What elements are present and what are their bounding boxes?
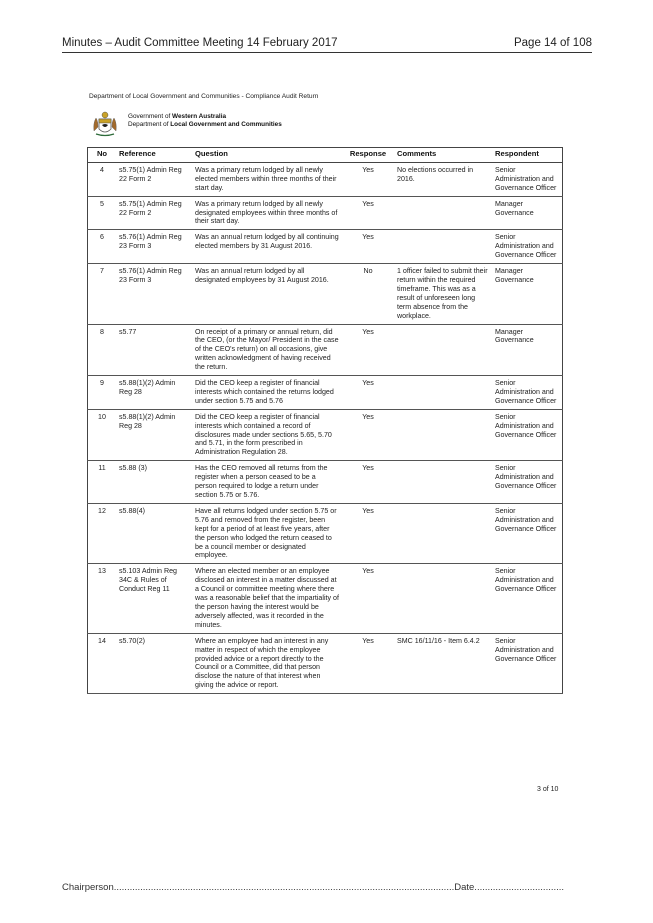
cell-respondent: Senior Administration and Governance Officer — [492, 162, 563, 196]
cell-question: On receipt of a primary or annual return, did the CEO, (or the Mayor/ President in the case of the CEO's return) on all occasions, give written acknowledgment of having received the return. — [192, 324, 342, 376]
cell-no: 6 — [88, 230, 117, 264]
cell-comments — [394, 409, 492, 461]
compliance-table — [87, 147, 563, 694]
header-question: Question — [192, 148, 342, 163]
cell-question: Was an annual return lodged by all continuing elected members by 31 August 2016. — [192, 230, 342, 264]
cell-respondent: Manager Governance — [492, 196, 563, 230]
header-no: No — [88, 148, 117, 163]
cell-reference: s5.75(1) Admin Reg 22 Form 2 — [116, 162, 192, 196]
table-row — [88, 564, 563, 633]
cell-question: Has the CEO removed all returns from the register when a person ceased to be a person required to lodge a return under section 5.75 or 5.76. — [192, 461, 342, 504]
cell-comments — [394, 461, 492, 504]
table-row — [88, 461, 563, 504]
page-indicator: Page 14 of 108 — [513, 37, 592, 49]
cell-respondent: Senior Administration and Governance Officer — [492, 633, 563, 693]
page-header — [62, 37, 592, 53]
table-row — [88, 264, 563, 324]
cell-response: No — [342, 264, 394, 324]
govt-state-name: Western Australia — [172, 113, 227, 120]
table-row — [88, 376, 563, 410]
cell-response: Yes — [342, 409, 394, 461]
document-page-number: 3 of 10 — [537, 786, 559, 793]
cell-question: Was an annual return lodged by all designated employees by 31 August 2016. — [192, 264, 342, 324]
header-respondent: Respondent — [492, 148, 563, 163]
cell-no: 14 — [88, 633, 117, 693]
cell-respondent: Manager Governance — [492, 324, 563, 376]
cell-no: 13 — [88, 564, 117, 633]
cell-comments: SMC 16/11/16 - Item 6.4.2 — [394, 633, 492, 693]
cell-response: Yes — [342, 162, 394, 196]
cell-question: Where an elected member or an employee disclosed an interest in a matter discussed at a Council or committee meeting where there was a reasonable belief that the impartiality of the person having the interest would be adversely affected, was it recorded in the minutes. — [192, 564, 342, 633]
cell-reference: s5.103 Admin Reg 34C & Rules of Conduct Reg 11 — [116, 564, 192, 633]
cell-reference: s5.76(1) Admin Reg 23 Form 3 — [116, 230, 192, 264]
cell-comments: 1 officer failed to submit their return within the required timeframe. This was as a result of unforeseen long term absence from the workplace. — [394, 264, 492, 324]
cell-respondent: Manager Governance — [492, 264, 563, 324]
cell-reference: s5.75(1) Admin Reg 22 Form 2 — [116, 196, 192, 230]
cell-question: Have all returns lodged under section 5.75 or 5.76 and removed from the register, been kept for a period of at least five years, after the person who lodged the return ceased to be a council member or designated employee. — [192, 503, 342, 563]
cell-response: Yes — [342, 503, 394, 563]
cell-no: 12 — [88, 503, 117, 563]
cell-response: Yes — [342, 196, 394, 230]
cell-reference: s5.70(2) — [116, 633, 192, 693]
govt-line2-prefix: Department of — [128, 121, 171, 128]
cell-question: Did the CEO keep a register of financial interests which contained the returns lodged under section 5.75 and 5.76 — [192, 376, 342, 410]
cell-response: Yes — [342, 324, 394, 376]
cell-respondent: Senior Administration and Governance Officer — [492, 409, 563, 461]
table-row — [88, 196, 563, 230]
cell-question: Where an employee had an interest in any matter in respect of which the employee provided advice or a report directly to the Council or a Committee, did that person disclose the nature of that interest when giving the advice or report. — [192, 633, 342, 693]
cell-respondent: Senior Administration and Governance Officer — [492, 503, 563, 563]
cell-comments — [394, 503, 492, 563]
cell-response: Yes — [342, 564, 394, 633]
cell-response: Yes — [342, 461, 394, 504]
cell-no: 8 — [88, 324, 117, 376]
minutes-title: Minutes – Audit Committee Meeting 14 February 2017 — [62, 37, 338, 49]
cell-comments — [394, 196, 492, 230]
cell-respondent: Senior Administration and Governance Officer — [492, 376, 563, 410]
table-row — [88, 633, 563, 693]
cell-no: 9 — [88, 376, 117, 410]
wa-coat-of-arms-icon — [90, 109, 120, 139]
government-branding — [128, 113, 282, 129]
table-row — [88, 409, 563, 461]
cell-reference: s5.88 (3) — [116, 461, 192, 504]
header-reference: Reference — [116, 148, 192, 163]
cell-reference: s5.88(1)(2) Admin Reg 28 — [116, 409, 192, 461]
cell-reference: s5.76(1) Admin Reg 23 Form 3 — [116, 264, 192, 324]
cell-comments — [394, 324, 492, 376]
cell-response: Yes — [342, 376, 394, 410]
cell-comments — [394, 230, 492, 264]
table-row — [88, 230, 563, 264]
govt-line1-prefix: Government of — [128, 113, 173, 120]
cell-no: 10 — [88, 409, 117, 461]
table-row — [88, 324, 563, 376]
department-heading: Department of Local Government and Communities - Compliance Audit Return — [89, 93, 319, 100]
cell-reference: s5.77 — [116, 324, 192, 376]
cell-question: Was a primary return lodged by all newly elected members within three months of their start day. — [192, 162, 342, 196]
signature-line: Chairperson.................................................................................................................................Date.................................. — [62, 882, 565, 893]
cell-question: Did the CEO keep a register of financial interests which contained a record of disclosures made under sections 5.65, 5.70 and 5.71, in the form prescribed in Administration Regulation 28. — [192, 409, 342, 461]
table-row — [88, 503, 563, 563]
cell-response: Yes — [342, 633, 394, 693]
table-header-row — [88, 148, 563, 163]
cell-comments — [394, 564, 492, 633]
cell-comments — [394, 376, 492, 410]
cell-respondent: Senior Administration and Governance Officer — [492, 564, 563, 633]
cell-reference: s5.88(1)(2) Admin Reg 28 — [116, 376, 192, 410]
cell-respondent: Senior Administration and Governance Officer — [492, 230, 563, 264]
header-response: Response — [342, 148, 394, 163]
govt-department-name: Local Government and Communities — [170, 121, 282, 128]
cell-respondent: Senior Administration and Governance Officer — [492, 461, 563, 504]
table-row — [88, 162, 563, 196]
cell-reference: s5.88(4) — [116, 503, 192, 563]
cell-no: 7 — [88, 264, 117, 324]
cell-comments: No elections occurred in 2016. — [394, 162, 492, 196]
cell-question: Was a primary return lodged by all newly designated employees within three months of their start day. — [192, 196, 342, 230]
cell-no: 5 — [88, 196, 117, 230]
header-comments: Comments — [394, 148, 492, 163]
cell-response: Yes — [342, 230, 394, 264]
cell-no: 11 — [88, 461, 117, 504]
cell-no: 4 — [88, 162, 117, 196]
